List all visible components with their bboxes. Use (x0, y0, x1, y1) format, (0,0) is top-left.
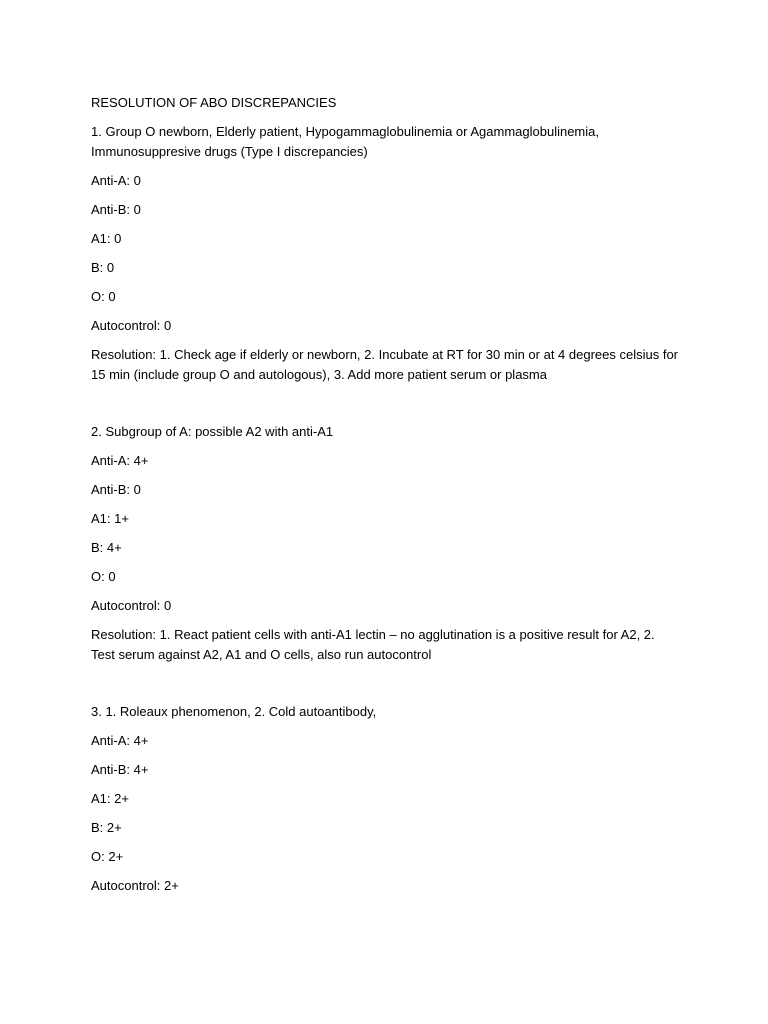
section-resolution: Resolution: 1. React patient cells with anti-A1 lectin – no agglutination is a positive result for A2, 2. Test serum against A2, A1 and O cells, also run autocontrol (91, 627, 655, 662)
result-o: O: 0 (91, 569, 116, 584)
result-o: O: 0 (91, 289, 116, 304)
result-autocontrol: Autocontrol: 2+ (91, 878, 179, 893)
section-2 (91, 422, 691, 665)
section-resolution: Resolution: 1. Check age if elderly or newborn, 2. Incubate at RT for 30 min or at 4 degrees celsius for 15 min (include group O and autologous), 3. Add more patient serum or plasma (91, 347, 678, 382)
result-a1: A1: 2+ (91, 791, 129, 806)
result-anti-a: Anti-A: 0 (91, 173, 141, 188)
section-heading: 2. Subgroup of A: possible A2 with anti-A1 (91, 424, 334, 439)
section-1 (91, 122, 691, 385)
result-a1: A1: 0 (91, 231, 122, 246)
result-b: B: 4+ (91, 540, 122, 555)
result-o: O: 2+ (91, 849, 124, 864)
section-3 (91, 702, 691, 896)
result-autocontrol: Autocontrol: 0 (91, 318, 172, 333)
result-b: B: 2+ (91, 820, 122, 835)
result-anti-b: Anti-B: 0 (91, 202, 141, 217)
result-anti-a: Anti-A: 4+ (91, 453, 149, 468)
result-a1: A1: 1+ (91, 511, 129, 526)
result-autocontrol: Autocontrol: 0 (91, 598, 172, 613)
result-b: B: 0 (91, 260, 115, 275)
result-anti-b: Anti-B: 4+ (91, 762, 149, 777)
document-page (91, 93, 691, 896)
section-heading: 3. 1. Roleaux phenomenon, 2. Cold autoantibody, (91, 704, 377, 719)
document-title: RESOLUTION OF ABO DISCREPANCIES (91, 95, 337, 110)
result-anti-a: Anti-A: 4+ (91, 733, 149, 748)
result-anti-b: Anti-B: 0 (91, 482, 141, 497)
section-heading: 1. Group O newborn, Elderly patient, Hypogammaglobulinemia or Agammaglobulinemia, Immunosuppresive drugs (Type I discrepancies) (91, 124, 599, 159)
